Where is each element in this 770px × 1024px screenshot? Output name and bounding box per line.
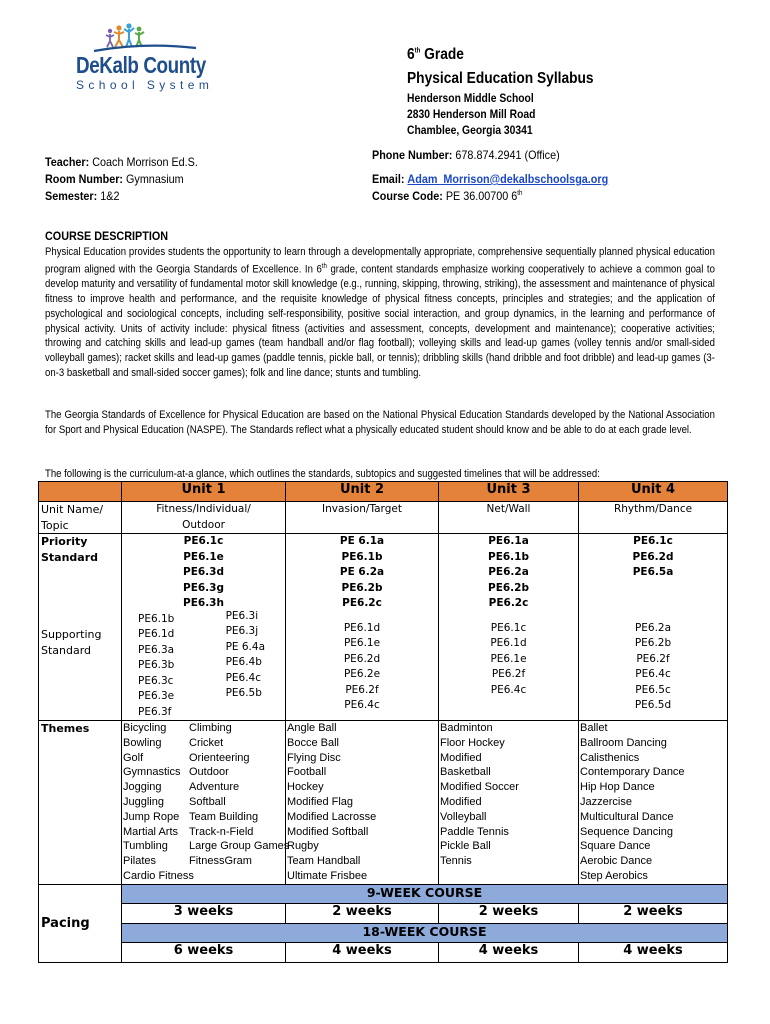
standards-paragraph: The Georgia Standards of Excellence for Physical Education are based on the National Physical Education Standards developed by the National Association for Sport and Physical Education (NASPE). The Standards reflect what a physically educated student should know and be able to do at each grade level. xyxy=(45,409,715,436)
supporting-standards: PE6.2a PE6.2b PE6.2f PE6.4c PE6.5c PE6.5d xyxy=(634,621,672,711)
figures-icon xyxy=(94,23,196,51)
curriculum-intro: The following is the curriculum-at-a glance, which outlines the standards, subtopics and suggested timelines that will be addressed: xyxy=(45,468,600,480)
pacing-cell: 2 weeks xyxy=(579,903,728,923)
unit-name-row xyxy=(39,502,728,534)
unit-header: Unit 4 xyxy=(579,482,728,502)
priority-standards: PE6.1a PE6.1b PE6.2a PE6.2b PE6.2c xyxy=(488,535,529,609)
course-description-paragraph: Physical Education provides students the opportunity to learn through a developmentally appropriate, comprehensive sequentially planned physical education program aligned with the Georgia Standards of Excellence. In 6th grade, content standards emphasize working cooperatively to achieve a common goal to develop maturity and versatility of fundamental motor skill knowledge (e.g., running, skipping, throwing, striking), the assessment and maintenance of physical fitness to improve health and performance, and the requisite knowledge of physical fitness concepts, principles and strategies; and the application of psychological and sociological concepts, including self-responsibility, positive social interaction, and group dynamics, in the learning and performance of physical activity. Units of activity include: physical fitness (activities and assessment, concepts, development and maintenance); cooperative activities; throwing and catching skills and lead-up games (team handball and/or flag football); volleying skills and lead-up games (volley tennis and/or small-sided volleyball games); racket skills and lead-up games (paddle tennis, pickle ball, or tennis); dribbling skills (hand dribble and foot dribble) and lead-up games (3-on-3 basketball and small-sided soccer games); folk and line dance; stunts and tumbling. xyxy=(45,246,715,380)
email-link[interactable]: Adam_Morrison@dekalbschoolsga.org xyxy=(407,172,609,186)
unit-header-row xyxy=(39,482,728,502)
pacing-cell: 2 weeks xyxy=(439,903,579,923)
row-label-themes: Themes xyxy=(39,721,122,885)
pacing-cell: 3 weeks xyxy=(122,903,286,923)
unit2-standards xyxy=(286,534,439,721)
page-title: Physical Education Syllabus xyxy=(407,70,594,87)
unit-name-cell: Rhythm/Dance xyxy=(579,502,728,534)
row-label-pacing: Pacing xyxy=(39,884,122,962)
eighteen-week-band-row xyxy=(39,923,728,942)
pacing-cell: 4 weeks xyxy=(286,942,439,962)
course-code-line: Course Code: PE 36.00700 6th xyxy=(372,189,523,203)
pacing-cell: 2 weeks xyxy=(286,903,439,923)
unit-header: Unit 3 xyxy=(439,482,579,502)
supporting-standards: PE6.1c PE6.1d PE6.1e PE6.2f PE6.4c xyxy=(490,621,527,696)
unit3-themes: Badminton Floor Hockey Modified Basketball Modified Soccer Modified Volleyball Paddle Tennis Pickle Ball Tennis xyxy=(439,721,579,885)
header-corner xyxy=(39,482,122,502)
unit-name-cell: Fitness/Individual/ Outdoor xyxy=(122,502,286,534)
email-line: Email: Adam_Morrison@dekalbschoolsga.org xyxy=(372,172,609,186)
eighteen-week-values-row xyxy=(39,942,728,962)
teacher-line: Teacher: Coach Morrison Ed.S. xyxy=(45,155,198,169)
semester-line: Semester: 1&2 xyxy=(45,189,120,203)
supporting-standards: PE6.1b PE6.1d PE6.3a PE6.3b PE6.3c PE6.3e PE6.3f PE6.3i PE6.3j PE 6.4a PE6.4b PE6.4c PE6.5b xyxy=(138,609,265,718)
unit4-standards xyxy=(579,534,728,721)
logo-subtitle: School System xyxy=(76,78,214,92)
unit-header: Unit 1 xyxy=(122,482,286,502)
priority-standards: PE6.1c PE6.2d PE6.5a xyxy=(632,535,674,578)
pacing-cell: 6 weeks xyxy=(122,942,286,962)
room-line: Room Number: Gymnasium xyxy=(45,172,184,186)
unit2-themes: Angle Ball Bocce Ball Flying Disc Football Hockey Modified Flag Modified Lacrosse Modified Softball Rugby Team Handball Ultimate Frisbee xyxy=(286,721,439,885)
supporting-standards: PE6.1d PE6.1e PE6.2d PE6.2e PE6.2f PE6.4c xyxy=(343,621,381,711)
school-city: Chamblee, Georgia 30341 xyxy=(407,123,533,137)
themes-row xyxy=(39,721,728,885)
row-label-standards: Priority Standard Supporting Standard xyxy=(39,534,122,721)
nine-week-course-band: 9-WEEK COURSE xyxy=(122,884,728,903)
nine-week-values-row xyxy=(39,903,728,923)
unit-name-cell: Invasion/Target xyxy=(286,502,439,534)
row-label-unit-name: Unit Name/ Topic xyxy=(39,502,122,534)
course-description-title: COURSE DESCRIPTION xyxy=(45,229,169,243)
unit-header: Unit 2 xyxy=(286,482,439,502)
unit1-themes: Bicycling Bowling Golf Gymnastics Jogging Juggling Jump Rope Martial Arts Tumbling Pilates Cardio Fitness Climbing Cricket Orienteering Outdoor Adventure Softball Team Building Track-n-Field Large Group Games FitnessGram xyxy=(122,721,286,885)
pacing-cell: 4 weeks xyxy=(439,942,579,962)
pacing-cell: 4 weeks xyxy=(579,942,728,962)
school-name: Henderson Middle School xyxy=(407,91,534,105)
eighteen-week-course-band: 18-WEEK COURSE xyxy=(122,923,728,942)
school-address: 2830 Henderson Mill Road xyxy=(407,107,536,121)
logo-name: DeKalb County xyxy=(76,52,206,78)
grade-heading: 6th Grade xyxy=(407,46,464,63)
standards-row xyxy=(39,534,728,721)
unit3-standards xyxy=(439,534,579,721)
unit1-standards xyxy=(122,534,286,721)
nine-week-band-row xyxy=(39,884,728,903)
curriculum-table xyxy=(38,481,728,963)
unit4-themes: Ballet Ballroom Dancing Calisthenics Contemporary Dance Hip Hop Dance Jazzercise Multicultural Dance Sequence Dancing Square Dance Aerobic Dance Step Aerobics xyxy=(579,721,728,885)
priority-standards: PE 6.1a PE6.1b PE 6.2a PE6.2b PE6.2c xyxy=(339,535,385,609)
priority-standards: PE6.1c PE6.1e PE6.3d PE6.3g PE6.3h xyxy=(183,535,224,609)
phone-line: Phone Number: 678.874.2941 (Office) xyxy=(372,148,560,162)
unit-name-cell: Net/Wall xyxy=(439,502,579,534)
